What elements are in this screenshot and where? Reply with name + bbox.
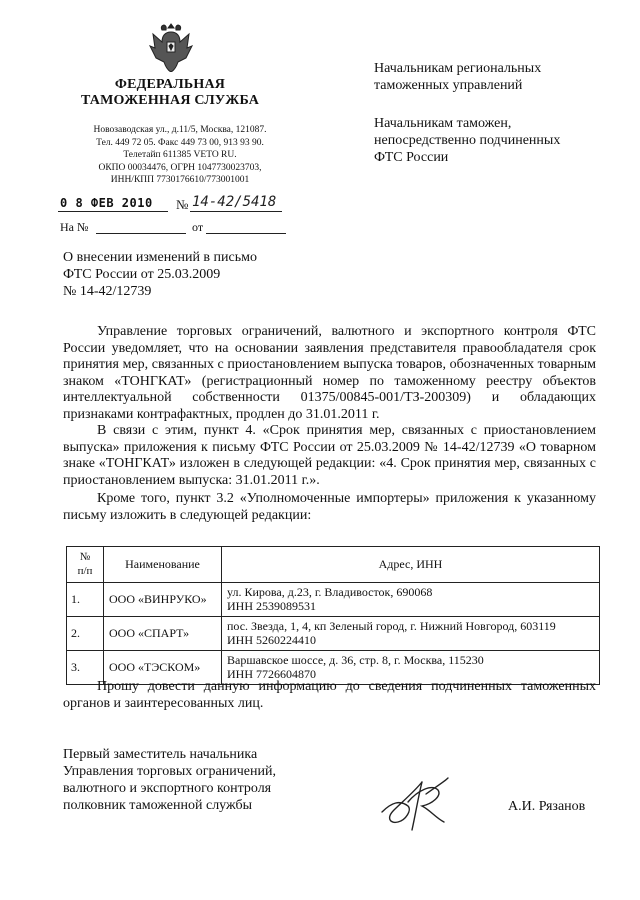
address-line: ОКПО 00034476, ОГРН 1047730023703, <box>98 162 262 173</box>
row-address: Варшавское шоссе, д. 36, стр. 8, г. Москва, 115230 <box>227 653 484 667</box>
address-line: Новозаводская ул., д.11/5, Москва, 121087. <box>93 125 267 135</box>
row-address-cell <box>222 617 600 651</box>
recipient-block-1 <box>374 60 541 94</box>
row-address-cell <box>222 583 600 617</box>
registration-number: 14-42/5418 <box>192 194 277 210</box>
address-line: Телетайп 611385 VETO RU. <box>123 150 237 160</box>
address-line: ИНН/КПП 7730176610/773001001 <box>110 175 250 185</box>
na-label: На № <box>60 220 89 234</box>
recipient-line: Начальникам таможен, <box>374 116 512 131</box>
row-address: ул. Кирова, д.23, г. Владивосток, 690068 <box>227 585 433 599</box>
ot-underline <box>206 233 286 234</box>
recipient-line: таможенных управлений <box>374 78 523 93</box>
na-underline <box>96 233 186 234</box>
row-inn: ИНН 7726604870 <box>227 666 316 681</box>
signatory-line: Первый заместитель начальника <box>63 747 258 762</box>
row-company-name: ООО «СПАРТ» <box>104 617 222 651</box>
row-company-name: ООО «ТЭСКОМ» <box>104 651 222 685</box>
signatory-line: валютного и экспортного контроля <box>63 781 272 796</box>
recipient-line: непосредственно подчиненных <box>374 133 561 148</box>
subject-block <box>63 249 257 300</box>
org-name <box>70 77 270 109</box>
col-header-number: № п/п <box>67 547 104 583</box>
col-header-address: Адрес, ИНН <box>222 547 600 583</box>
subject-line: № 14-42/12739 <box>63 284 152 299</box>
row-number: 2. <box>67 617 104 651</box>
org-address-block <box>60 124 300 187</box>
paragraph-4: Прошу довести данную информацию до сведения подчиненных таможенных органов и заинтересованных лиц. <box>63 679 596 711</box>
number-label: № <box>176 197 189 212</box>
col-header-name: Наименование <box>104 547 222 583</box>
table-header-row <box>67 547 600 583</box>
paragraph-2: В связи с этим, пункт 4. «Срок принятия мер, связанных с приостановлением выпуска» приложения к письму ФТС России от 25.03.2009 № 14-42/12739 «О товарном знаке «ТОНГКАТ» изложен в следующей редакции: «4. Срок принятия мер, связанных с приостановлением выпуска: 31.01.2011 г.». <box>63 423 596 488</box>
recipient-line: Начальникам региональных <box>374 61 542 76</box>
recipient-block-2 <box>374 115 560 166</box>
date-underline <box>58 211 168 212</box>
row-inn: ИНН 5260224410 <box>227 632 316 647</box>
ot-label: от <box>192 220 204 234</box>
signatory-title <box>63 746 276 814</box>
row-inn: ИНН 2539089531 <box>227 598 316 613</box>
subject-line: О внесении изменений в письмо <box>63 250 257 265</box>
signatory-line: Управления торговых ограничений, <box>63 764 276 779</box>
org-line-2: ТАМОЖЕННАЯ СЛУЖБА <box>80 93 260 108</box>
row-number: 3. <box>67 651 104 685</box>
paragraph-1: Управление торговых ограничений, валютного и экспортного контроля ФТС России уведомляет, что на основании заявления представителя правообладателя срок принятия мер, связанных с приостановлением выпуска товаров, обозначенных товарным знаком «ТОНГКАТ» (регистрационный номер по таможенному реестру объектов интеллектуальной собственности 01375/00845-001/ТЗ-200309) и обладающих признаками контрафактных, продлен до 31.01.2011 г. <box>63 324 596 422</box>
paragraph-3: Кроме того, пункт 3.2 «Уполномоченные импортеры» приложения к указанному письму изложить в следующей редакции: <box>63 491 596 523</box>
signatory-line: полковник таможенной службы <box>63 798 253 813</box>
row-company-name: ООО «ВИНРУКО» <box>104 583 222 617</box>
number-underline <box>190 211 282 212</box>
date-stamp: 0 8 ФЕВ 2010 <box>60 196 153 210</box>
letter-body <box>63 324 596 524</box>
coat-of-arms-emblem <box>148 20 194 72</box>
table-row <box>67 583 600 617</box>
row-address: пос. Звезда, 1, 4, кп Зеленый город, г. Нижний Новгород, 603119 <box>227 619 556 633</box>
subject-line: ФТС России от 25.03.2009 <box>63 267 221 282</box>
org-line-1: ФЕДЕРАЛЬНАЯ <box>114 77 226 92</box>
signatory-name: А.И. Рязанов <box>508 799 586 814</box>
address-line: Тел. 449 72 05. Факс 449 73 00, 913 93 90. <box>96 137 264 148</box>
recipient-line: ФТС России <box>374 150 449 165</box>
importers-table <box>66 546 600 685</box>
handwritten-signature <box>378 772 452 834</box>
row-number: 1. <box>67 583 104 617</box>
table-row <box>67 617 600 651</box>
